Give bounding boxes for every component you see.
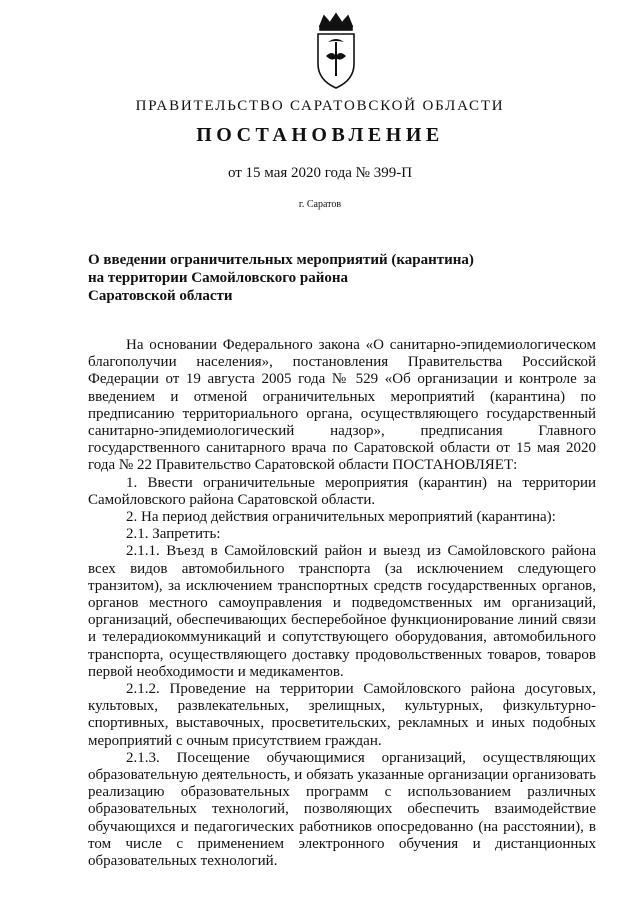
title-line: О введении ограничительных мероприятий (карантина) <box>88 252 474 268</box>
title-line: на территории Самойловского района <box>88 270 349 286</box>
paragraph-2-1-1: 2.1.1. Въезд в Самойловский район и выезд из Самойловского района всех видов автомобильного транспорта (за исключением следующего транзитом), за исключением транспортных средств государственных органов, органов местного самоуправления и подведомственных им организаций, организаций, обеспечивающих бесперебойное функционирование линий связи и телерадиокоммуникаций и сопутствующего оборудования, автомобильного транспорта, осуществляющего доставку продовольственных товаров, товаров первой необходимости и медикаментов. <box>88 543 596 680</box>
title-line: Саратовской области <box>88 288 233 304</box>
paragraph-2: 2. На период действия ограничительных мероприятий (карантина): <box>126 509 556 526</box>
document-type: ПОСТАНОВЛЕНИЕ <box>196 124 444 146</box>
paragraph-2-1-2: 2.1.2. Проведение на территории Самойловского района досуговых, культовых, развлекательных, зрелищных, культурных, физкультурно-спортивных, выставочных, просветительских, рекламных и иных подобных мероприятий с очным присутствием граждан. <box>88 681 596 749</box>
saratov-coat-of-arms-icon <box>314 12 358 90</box>
city: г. Саратов <box>298 199 342 210</box>
paragraph-2-1-3: 2.1.3. Посещение обучающимися организаций, осуществляющих образовательную деятельность, и обязать указанные организации организовать реализацию образовательных программ с использованием различных образовательных технологий, позволяющих обеспечить взаимодействие обучающихся и педагогических работников опосредованно (на расстоянии), в том числе с применением электронного обучения и дистанционных образовательных технологий. <box>88 749 596 870</box>
document-body <box>88 337 596 870</box>
paragraph-preamble: На основании Федерального закона «О санитарно-эпидемиологическом благополучии населения», постановления Правительства Российской Федерации от 19 августа 2005 года № 529 «Об организации и контроле за введением и отменой ограничительных мероприятий (карантина) по предписанию территориального органа, осуществляющего государственный санитарно-эпидемиологический надзор», предписания Главного государственного санитарного врача по Саратовской области от 15 мая 2020 года № 22 Правительство Саратовской области ПОСТАНОВЛЯЕТ: <box>88 337 596 474</box>
paragraph-1: 1. Ввести ограничительные мероприятия (карантин) на территории Самойловского района Саратовской области. <box>88 474 596 508</box>
document-title <box>88 251 528 305</box>
paragraph-2-1: 2.1. Запретить: <box>126 526 221 543</box>
date-and-number: от 15 мая 2020 года № 399-П <box>227 165 413 181</box>
government-name: ПРАВИТЕЛЬСТВО САРАТОВСКОЙ ОБЛАСТИ <box>135 98 505 114</box>
